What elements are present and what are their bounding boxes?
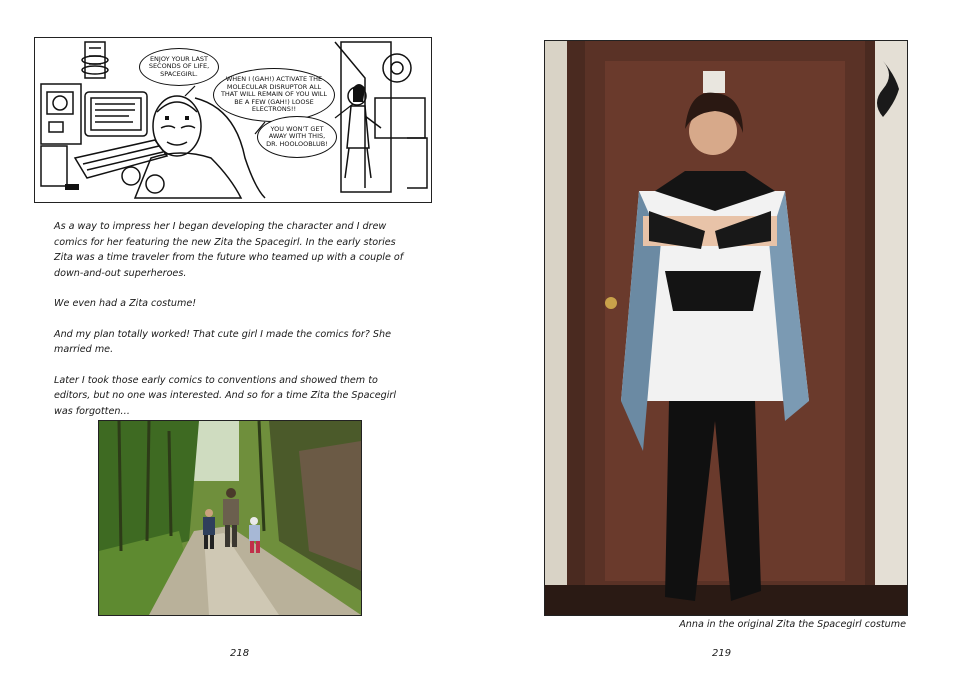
paragraph: We even had a Zita costume!: [54, 298, 197, 309]
speech-bubble-1: ENJOY YOUR LAST SECONDS OF LIFE, SPACEGIRL.: [139, 48, 219, 86]
costume-photo: [544, 40, 908, 616]
comic-panel: [34, 37, 432, 203]
page-number: 218: [230, 648, 250, 659]
comic-drawing: [35, 38, 431, 202]
paragraph: As a way to impress her I began developing the character and I drew comics for her featuring the new Zita the Spacegirl. In the early stories Zita was a time traveler from the future who teamed up with a couple of down-and-out superheroes.: [54, 221, 404, 279]
page-number: 219: [712, 648, 732, 659]
right-page: [480, 0, 960, 680]
speech-bubble-3: YOU WON'T GET AWAY WITH THIS, DR. HOOLOOBLUB!: [257, 116, 337, 158]
paragraph: And my plan totally worked! That cute girl I made the comics for? She married me.: [54, 328, 391, 355]
forest-path-photo: [98, 420, 362, 616]
photo-caption: Anna in the original Zita the Spacegirl costume: [679, 619, 906, 630]
paragraph: Later I took those early comics to conventions and showed them to editors, but no one was interested. And so for a time Zita the Spacegirl was forgotten…: [54, 374, 397, 417]
speech-bubble-2: WHEN I (GAH!) ACTIVATE THE MOLECULAR DISRUPTOR ALL THAT WILL REMAIN OF YOU WILL BE A FEW (GAH!) LOOSE ELECTRONS!!: [213, 68, 335, 122]
body-text: [54, 219, 409, 434]
